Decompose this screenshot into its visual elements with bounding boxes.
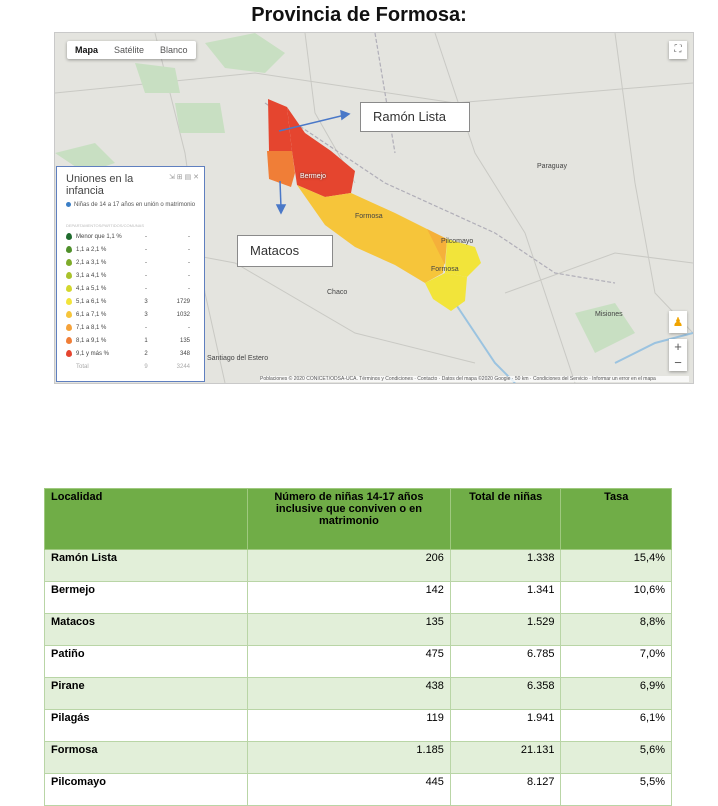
table-row [45,646,672,678]
legend-swatch-icon [66,311,72,318]
legend-value: - [188,324,190,331]
cell-tasa: 6,1% [561,710,672,742]
legend-swatch-icon [66,337,72,344]
map-attribution: Poblaciones © 2020 CONICET/ODSA-UCA. Términos y Condiciones · Contacto · Datos del mapa ©2020 Google · 50 km · Condiciones del Servicio · Informar un error en el mapa [260,376,689,382]
cell-total: 1.338 [450,550,561,582]
header-localidad: Localidad [45,489,248,550]
legend-label: Total [76,363,89,370]
cell-localidad: Formosa [45,742,248,774]
legend-row[interactable] [66,360,200,373]
cell-numero: 142 [247,582,450,614]
legend-value: 1032 [176,311,190,318]
region-ramon-lista [268,99,292,151]
map-label-formosa-dept: Formosa [355,213,383,220]
legend-count: 1 [144,337,148,344]
legend-count: 3 [144,298,148,305]
legend-rows [66,230,200,373]
map-label-bermejo: Bermejo [300,173,327,180]
legend-count: 9 [144,363,148,370]
zoom-out-button[interactable]: − [674,355,682,370]
cell-tasa: 8,8% [561,614,672,646]
legend-label: 4,1 a 5,1 % [76,285,107,292]
table-row [45,742,672,774]
legend-value: - [188,233,190,240]
legend-row[interactable] [66,308,200,321]
map-label-misiones: Misiones [595,311,623,318]
cell-tasa: 6,9% [561,678,672,710]
cell-localidad: Ramón Lista [45,550,248,582]
table-header-row [45,489,672,550]
map-label-paraguay: Paraguay [537,163,567,170]
map-label-formosa-city: Formosa [431,266,459,273]
legend-count: - [145,272,147,279]
cell-tasa: 5,5% [561,774,672,806]
legend-value: 135 [179,337,190,344]
legend-row[interactable] [66,295,200,308]
legend-count: - [145,285,147,292]
legend-swatch-icon [66,246,72,253]
legend-swatch-icon [66,324,72,331]
zoom-in-button[interactable]: + [674,339,682,354]
legend-swatch-icon [66,363,72,370]
cell-localidad: Bermejo [45,582,248,614]
legend-value: - [188,259,190,266]
legend-value: - [188,246,190,253]
region-patino-pirane [297,185,447,283]
cell-localidad: Patiño [45,646,248,678]
cell-total: 8.127 [450,774,561,806]
page-title: Provincia de Formosa: [251,4,467,26]
legend-count: - [145,324,147,331]
cell-numero: 475 [247,646,450,678]
map-view[interactable] [54,32,694,384]
legend-value: 3244 [176,363,190,370]
cell-tasa: 7,0% [561,646,672,678]
table-row [45,614,672,646]
legend-swatch-icon [66,285,72,292]
legend-count: 3 [144,311,148,318]
cell-localidad: Pilcomayo [45,774,248,806]
legend-value: - [188,272,190,279]
legend-label: 6,1 a 7,1 % [76,311,107,318]
legend-value: - [188,285,190,292]
legend-filter[interactable]: Niñas de 14 a 17 años en unión o matrimonio [66,201,196,209]
data-table [44,488,672,806]
legend-count: - [145,233,147,240]
legend-count: - [145,259,147,266]
map-type-control[interactable] [67,41,196,59]
legend-count: 2 [144,350,148,357]
legend-label: 7,1 a 8,1 % [76,324,107,331]
table-row [45,710,672,742]
map-label-chaco: Chaco [327,289,348,296]
cell-numero: 135 [247,614,450,646]
table-row [45,550,672,582]
table-row [45,582,672,614]
map-type-blanco[interactable]: Blanco [160,45,188,55]
legend-count: - [145,246,147,253]
cell-localidad: Pirane [45,678,248,710]
legend-row[interactable] [66,321,200,334]
legend-label: 1,1 a 2,1 % [76,246,107,253]
legend-swatch-icon [66,298,72,305]
cell-total: 1.341 [450,582,561,614]
cell-localidad: Matacos [45,614,248,646]
legend-row[interactable] [66,269,200,282]
legend-label: 9,1 y más % [76,350,110,357]
legend-label: 3,1 a 4,1 % [76,272,107,279]
cell-numero: 438 [247,678,450,710]
callout-matacos: Matacos [237,235,333,267]
legend-swatch-icon [66,350,72,357]
map-type-satelite[interactable]: Satélite [114,45,145,55]
map-type-mapa[interactable]: Mapa [75,45,99,55]
legend-row[interactable] [66,347,200,360]
legend-panel [56,166,205,382]
cell-tasa: 5,6% [561,742,672,774]
cell-numero: 445 [247,774,450,806]
cell-tasa: 10,6% [561,582,672,614]
legend-header: DEPARTAMENTOS/PARTIDOS/COMUNAS [66,223,145,228]
cell-numero: 1.185 [247,742,450,774]
legend-swatch-icon [66,272,72,279]
table-row [45,678,672,710]
header-tasa: Tasa [561,489,672,550]
cell-total: 21.131 [450,742,561,774]
legend-row[interactable] [66,243,200,256]
legend-row[interactable] [66,230,200,243]
cell-total: 1.529 [450,614,561,646]
zoom-control[interactable] [669,339,687,371]
cell-total: 6.785 [450,646,561,678]
cell-numero: 119 [247,710,450,742]
map-label-pilcomayo: Pilcomayo [441,238,474,245]
legend-value: 1729 [176,298,190,305]
header-total: Total de niñas [450,489,561,550]
legend-row[interactable] [66,282,200,295]
cell-total: 6.358 [450,678,561,710]
header-numero: Número de niñas 14-17 años inclusive que conviven o en matrimonio [247,489,450,550]
legend-swatch-icon [66,259,72,266]
pegman-icon[interactable]: ♟ [669,311,687,333]
map-label-santiago: Santiago del Estero [207,355,269,362]
filter-dot-icon [66,202,71,207]
legend-row[interactable] [66,256,200,269]
legend-label: Menor que 1,1 % [76,233,122,240]
legend-row[interactable] [66,334,200,347]
table-body [45,550,672,806]
cell-localidad: Pilagás [45,710,248,742]
cell-total: 1.941 [450,710,561,742]
cell-tasa: 15,4% [561,550,672,582]
legend-value: 348 [179,350,190,357]
legend-label: 8,1 a 9,1 % [76,337,107,344]
table-row [45,774,672,806]
fullscreen-icon[interactable]: ⛶ [669,41,687,59]
legend-label: 2,1 a 3,1 % [76,259,107,266]
legend-swatch-icon [66,233,72,240]
legend-title: Uniones en la infancia [66,173,134,197]
cell-numero: 206 [247,550,450,582]
callout-ramon-lista: Ramón Lista [360,102,470,132]
legend-tools-icons[interactable]: ⇲ ⊞ ▤ ✕ [168,174,199,181]
region-matacos [267,151,295,187]
legend-label: 5,1 a 6,1 % [76,298,107,305]
